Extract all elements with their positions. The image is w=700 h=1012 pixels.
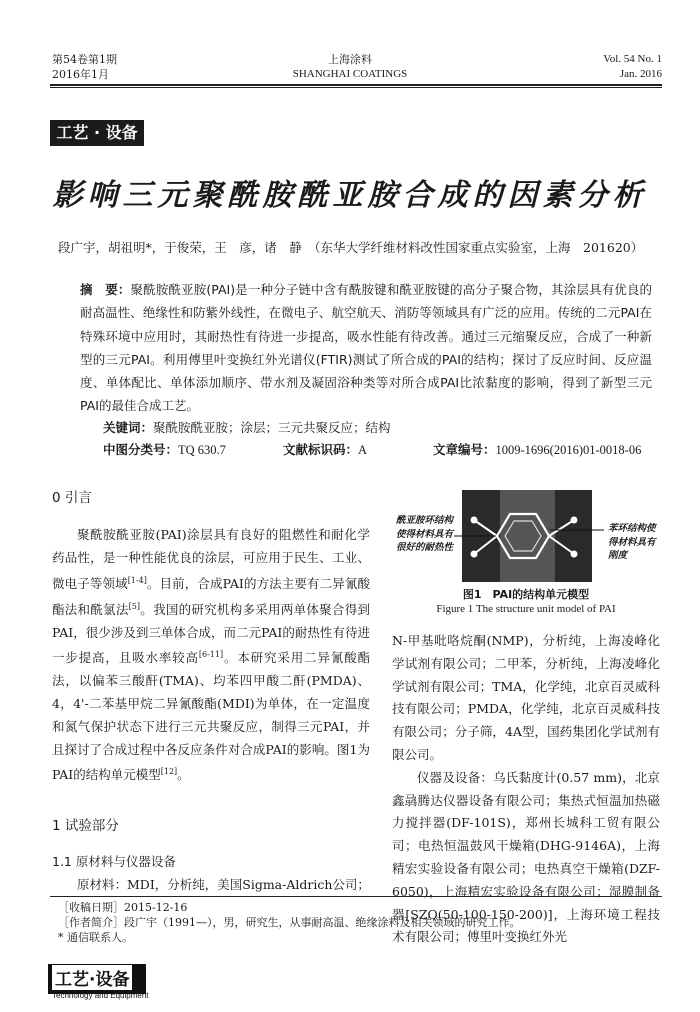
keywords-text: 聚酰胺酰亚胺；涂层；三元共聚反应；结构 xyxy=(153,420,391,435)
classification-line xyxy=(103,440,641,458)
materials-heading: 1.1 原材料与仪器设备 xyxy=(52,854,176,869)
abstract-text: 聚酰胺酰亚胺(PAI)是一种分子链中含有酰胺键和酰亚胺键的高分子聚合物，其涂层具有优良的耐高温性、绝缘性和防紫外线性，在微电子、航空航天、消防等领域具有广泛的应用。传统的二元PAI在特殊环境中应用时，其耐热性有待进一步提高，吸水性能有待改善。通过三元缩聚反应，合成了一种新型的三元PAI。利用傅里叶变换红外光谱仪(FTIR)测试了所合成的PAI的结构；探讨了反应时间、反应温度、单体配比、单体添加顺序、带水剂及凝固浴种类等对所合成PAI比浓黏度的影响，得到了新型三元PAI的最佳合成工艺。 xyxy=(80,282,652,414)
citation-ref[interactable]: [1-4] xyxy=(127,575,147,585)
intro-paragraph: 聚酰胺酰亚胺(PAI)涂层具有良好的阻燃性和耐化学药品性，是一种性能优良的涂层，可应用于民生、工业、微电子等领域[1-4]。目前，合成PAI的方法主要有二异氰酸酯法和酰氯法[5]。我国的研究机构多采用两单体聚合得到PAI，很少涉及到三单体合成，而二元PAI的耐热性有待进一步提高，且吸水率较高[6-11]。本研究采用二异氰酸酯法，以偏苯三酸酐(TMA)、均苯四甲酸二酐(PMDA)、4，4'-二苯基甲烷二异氰酸酯(MDI)为单体，在一定温度和氮气保护状态下进行三元共聚反应，制得三元PAI，并且探讨了合成过程中各反应条件对合成PAI的影响。图1为PAI的结构单元模型[12]。 xyxy=(52,527,370,783)
atom-node xyxy=(571,551,578,558)
header-rule-thick xyxy=(50,84,662,86)
article-number-value: 1009-1696(2016)01-0018-06 xyxy=(495,443,642,457)
volume-issue-en: Vol. 54 No. 1 xyxy=(603,53,662,65)
clc-value: TQ 630.7 xyxy=(178,443,226,457)
author-bio: ［作者简介］段广宇（1991—），男，研究生，从事耐高温、绝缘涂料及相关领域的研究工作。 xyxy=(58,916,521,929)
abstract xyxy=(80,278,652,418)
volume-issue-cn: 第54卷第1期 xyxy=(52,53,117,66)
citation-ref[interactable]: [5] xyxy=(128,601,141,611)
date-cn: 2016年1月 xyxy=(52,68,109,81)
atom-node xyxy=(571,517,578,524)
footnote-rule xyxy=(50,896,662,897)
article-title: 影响三元聚酰胺酰亚胺合成的因素分析 xyxy=(52,178,648,213)
figure-mid-band xyxy=(500,490,555,582)
figure-caption-cn: 图1 PAI的结构单元模型 xyxy=(462,588,590,601)
right-column-body xyxy=(392,630,660,949)
materials-paragraph: 原材料：MDI，分析纯，美国Sigma-Aldrich公司； xyxy=(77,877,370,892)
atom-node xyxy=(471,551,478,558)
doc-code-value: A xyxy=(358,443,368,457)
experimental-heading: 1 试验部分 xyxy=(52,818,119,834)
citation-ref[interactable]: [6-11] xyxy=(198,650,224,660)
equipment-paragraph: 仪器及设备：乌氏黏度计(0.57 mm)，北京鑫骉腾达仪器设备有限公司；集热式恒温加热磁力搅拌器(DF-101S)，郑州长城科工贸有限公司；电热恒温鼓风干燥箱(DHG-9146A)，上海精宏实验设备有限公司；电热真空干燥箱(DZF-6050)，上海精宏实验设备有限公司；湿膜制备器[SZQ(50-100-150-200)]，上海环境工程技术有限公司；傅里叶变换红外光 xyxy=(392,769,660,945)
intro-heading: 0 引言 xyxy=(52,490,92,506)
header-rule-thin xyxy=(50,87,662,88)
doc-code-label: 文献标识码： xyxy=(283,442,359,457)
date-en: Jan. 2016 xyxy=(619,68,662,80)
corresponding-author-note: * 通信联系人。 xyxy=(58,931,133,944)
figure-label-imide: 酰亚胺环结构使得材料具有很好的耐热性 xyxy=(396,515,454,553)
footer-logo-cn: 工艺·设备 xyxy=(52,965,132,990)
clc-label: 中图分类号： xyxy=(103,442,179,457)
received-date: ［收稿日期］2015-12-16 xyxy=(58,901,188,914)
journal-issue-en xyxy=(603,52,662,82)
citation-ref[interactable]: [12] xyxy=(160,767,178,777)
materials-list-paragraph: N-甲基吡咯烷酮(NMP)，分析纯，上海凌峰化学试剂有限公司；二甲苯，分析纯，上海凌峰化学试剂有限公司；TMA，化学纯，北京百灵威科技有限公司；PMDA，化学纯，北京百灵威科技有限公司；分子筛，4A型，国药集团化学试剂有限公司。 xyxy=(392,633,660,762)
figure-label-benzene: 苯环结构使得材料具有刚度 xyxy=(608,523,656,561)
journal-name xyxy=(0,52,700,82)
figure-caption-en: Figure 1 The structure unit model of PAI xyxy=(436,603,616,615)
journal-name-en: SHANGHAI COATINGS xyxy=(292,68,408,80)
abstract-label: 摘 要： xyxy=(80,282,131,297)
article-number-label: 文章编号： xyxy=(433,442,496,457)
footer-logo-en: Technology and Equipment xyxy=(52,991,149,1000)
intro-body xyxy=(52,524,370,787)
materials-left-text xyxy=(52,874,370,897)
authors-affiliation: 段广宇，胡祖明*，于俊荣，王 彦，诸 静 （东华大学纤维材料改性国家重点实验室，上海 201620） xyxy=(58,240,644,255)
keywords xyxy=(103,418,391,436)
journal-name-cn: 上海涂料 xyxy=(328,53,372,66)
keywords-label: 关键词： xyxy=(103,420,154,435)
atom-node xyxy=(471,517,478,524)
section-tag: 工艺 · 设备 xyxy=(50,120,144,146)
